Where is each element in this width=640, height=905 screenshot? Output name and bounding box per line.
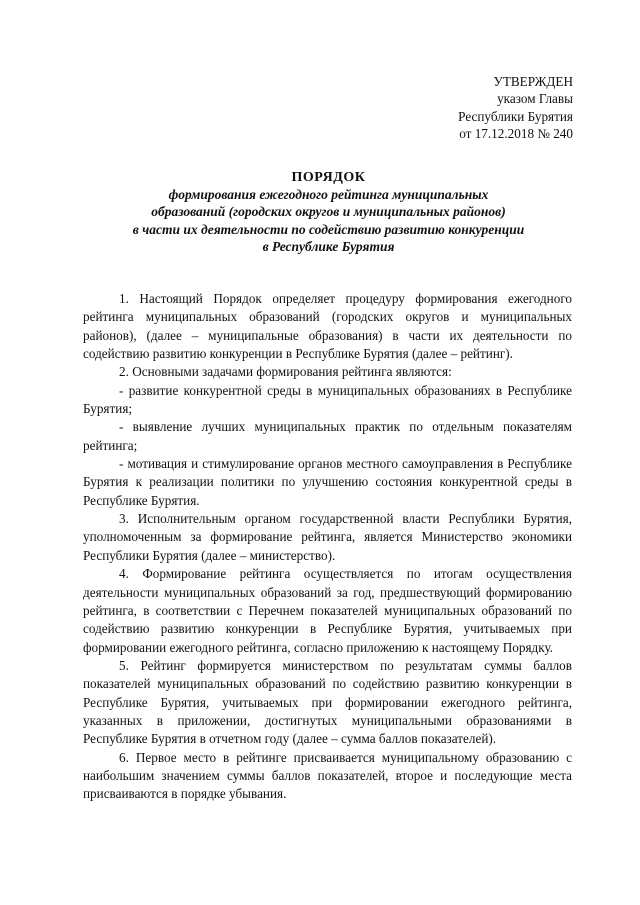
- paragraph-4: 4. Формирование рейтинга осуществляется по итогам осуществления деятельности муниципальных образований за год, предшествующий формированию рейтинга, в соответствии с Перечнем показателей муниципальных образований по содействию развитию конкуренции в Республике Бурятия, учитываемых при формировании ежегодного рейтинга, согласно приложению к настоящему Порядку.: [83, 566, 572, 655]
- document-title: ПОРЯДОК: [291, 170, 366, 185]
- approval-line-4: от 17.12.2018 № 240: [459, 125, 573, 141]
- document-heading: [80, 169, 577, 255]
- approval-stamp: [458, 73, 573, 142]
- paragraph-2-item-2: - выявление лучших муниципальных практик по отдельным показателям рейтинга;: [83, 419, 572, 453]
- paragraph-2: 2. Основными задачами формирования рейтинга являются:: [119, 364, 452, 380]
- paragraph-5: 5. Рейтинг формируется министерством по результатам суммы баллов показателей муниципальных образований по содействию развитию конкуренции в Республике Бурятия, учитываемых при формировании ежегодного рейтинга, указанных в приложении, достигнутых муниципальными образованиями в Республике Бурятия в отчетном году (далее – сумма баллов показателей).: [83, 657, 572, 747]
- paragraph-2-item-1: - развитие конкурентной среды в муниципальных образованиях в Республике Бурятия;: [83, 382, 572, 417]
- document-subtitle-line: образований (городских округов и муниципальных районов): [151, 204, 506, 220]
- paragraph-6: 6. Первое место в рейтинге присваивается муниципальному образованию с наибольшим значением суммы баллов показателей, второе и последующие места присваиваются в порядке убывания.: [83, 749, 572, 802]
- document-subtitle-line: формирования ежегодного рейтинга муниципальных: [168, 187, 489, 203]
- paragraph-3: 3. Исполнительным органом государственной власти Республики Бурятия, уполномоченным за формирование рейтинга, является Министерство экономики Республики Бурятия (далее – министерство).: [83, 511, 572, 563]
- approval-line-2: указом Главы: [497, 91, 573, 107]
- paragraph-2-item-3: - мотивация и стимулирование органов местного самоуправления в Республике Бурятия к реализации политики по улучшению состояния конкурентной среды в Республике Бурятия.: [83, 456, 572, 508]
- approval-line-1: УТВЕРЖДЕН: [493, 74, 573, 89]
- document-body: [83, 290, 572, 804]
- document-subtitle-line: в Республике Бурятия: [262, 238, 395, 254]
- approval-line-3: Республики Бурятия: [458, 108, 573, 124]
- paragraph-1: 1. Настоящий Порядок определяет процедуру формирования ежегодного рейтинга муниципальных образований (городских округов и муниципальных районов), (далее – муниципальные образования) в части их деятельности по содействию развитию конкуренции в Республике Бурятия (далее – рейтинг).: [83, 291, 572, 362]
- document-subtitle-line: в части их деятельности по содействию развитию конкуренции: [132, 221, 525, 237]
